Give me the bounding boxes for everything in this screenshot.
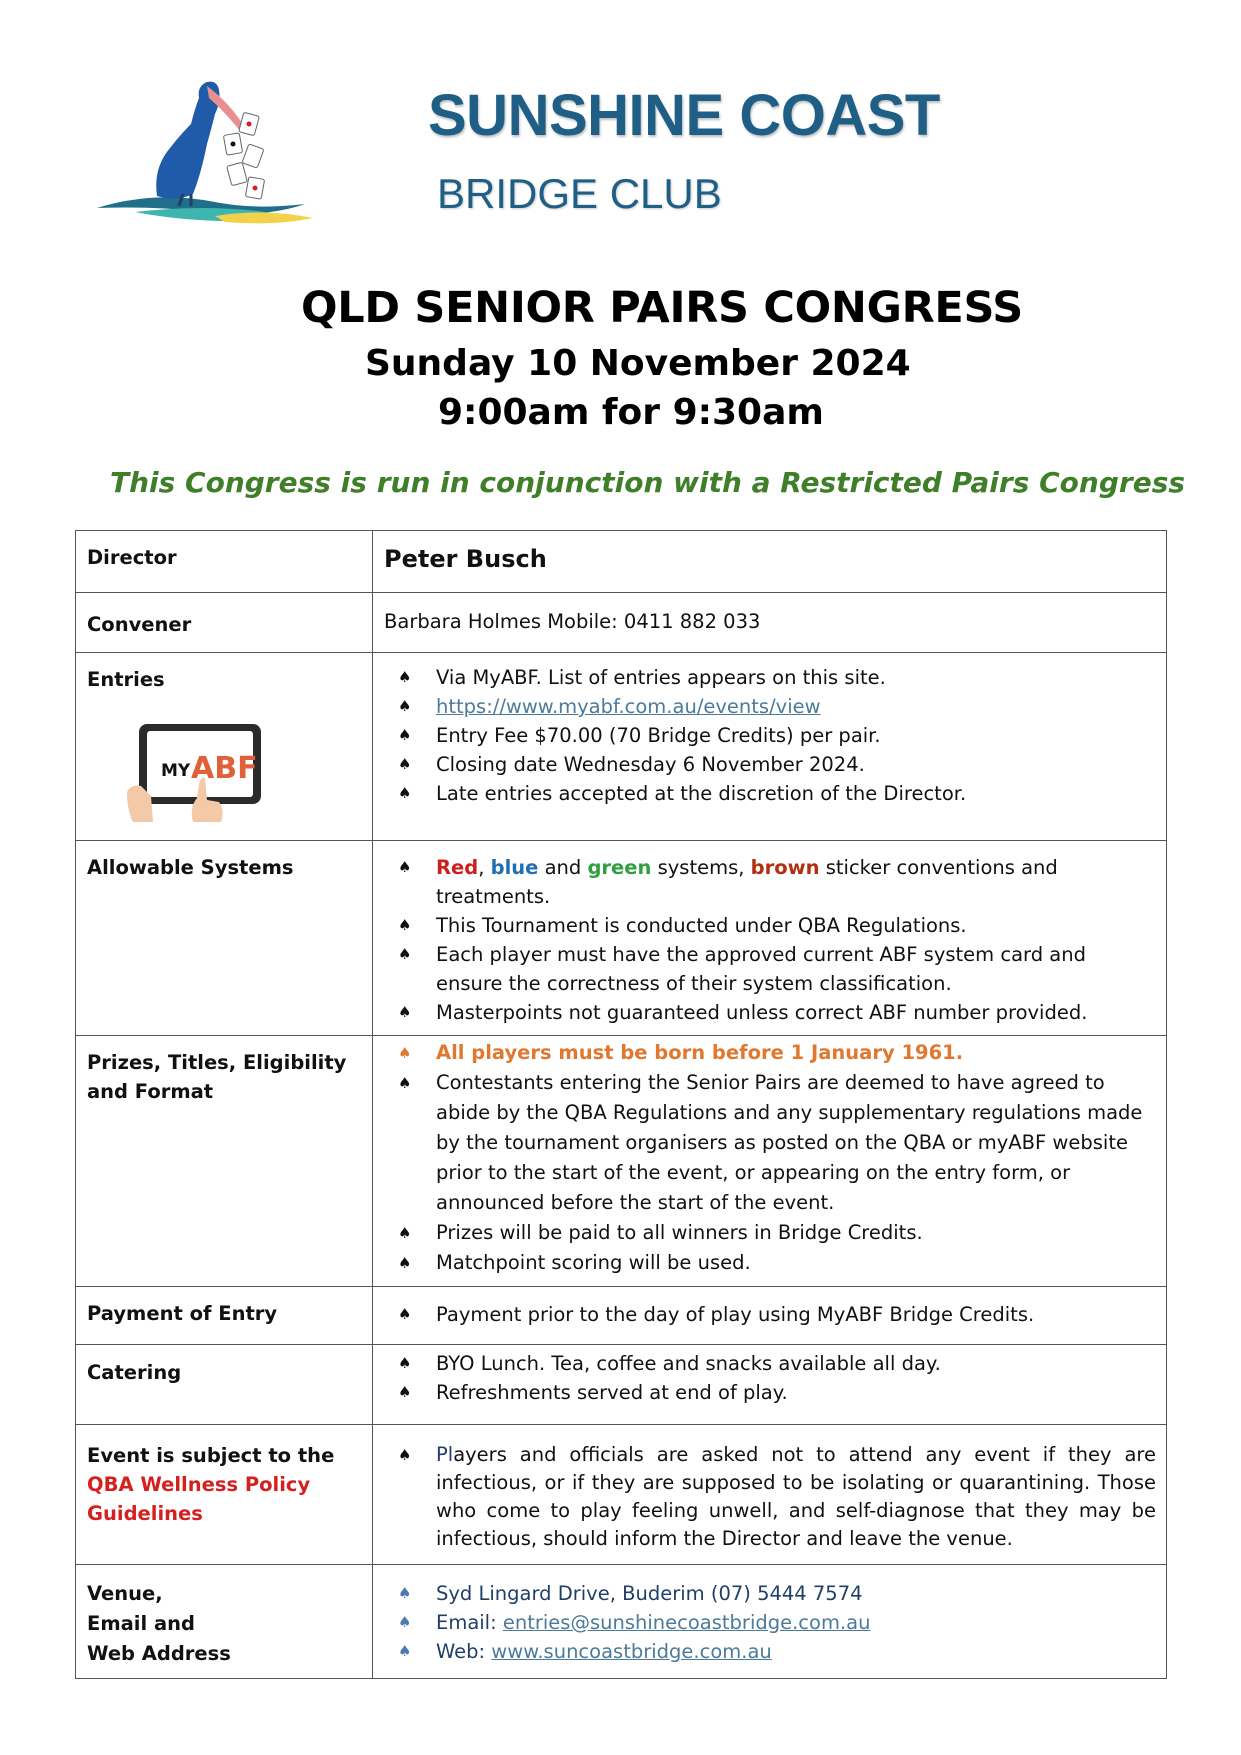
table-row <box>76 531 1167 593</box>
spade-icon: ♠ <box>398 726 412 744</box>
myabf-logo-my: MY <box>161 761 191 781</box>
table-row <box>76 1036 1167 1287</box>
list-item: ♠ Email: entries@sunshinecoastbridge.com.au <box>436 1608 1156 1637</box>
list-item: ♠ Red, blue and green systems, brown sticker conventions and treatments. <box>436 853 1156 911</box>
list-item: ♠ Each player must have the approved current ABF system card and ensure the correctness of their system classification. <box>436 940 1156 998</box>
event-details-table <box>75 530 1167 1679</box>
entries-list <box>384 663 1156 808</box>
table-row <box>76 593 1167 653</box>
payment-list <box>384 1300 1156 1329</box>
wellness-list <box>384 1441 1156 1553</box>
list-item: ♠ Masterpoints not guaranteed unless correct ABF number provided. <box>436 998 1156 1027</box>
list-item <box>398 1579 1156 1608</box>
spade-icon: ♠ <box>398 1305 412 1323</box>
director-label: Director <box>76 531 373 593</box>
list-item: ♠ Late entries accepted at the discretion of the Director. <box>436 779 1156 808</box>
event-date: Sunday 10 November 2024 <box>365 343 911 384</box>
spade-icon: ♠ <box>398 1074 412 1092</box>
spade-icon: ♠ <box>398 1642 412 1660</box>
list-item: ♠ Payment prior to the day of play using MyABF Bridge Credits. <box>436 1300 1156 1329</box>
eligibility-warning: All players must be born before 1 January 1961. <box>436 1041 964 1064</box>
club-name: SUNSHINE COAST <box>428 83 940 148</box>
list-item: ♠ Via MyABF. List of entries appears on this site. <box>436 663 1156 692</box>
table-row <box>76 653 1167 841</box>
table-row <box>76 1287 1167 1345</box>
spade-icon: ♠ <box>398 1584 412 1602</box>
prizes-label: Prizes, Titles, Eligibility and Format <box>76 1036 373 1287</box>
systems-list <box>384 853 1156 1027</box>
list-item: ♠ BYO Lunch. Tea, coffee and snacks available all day. <box>436 1349 1156 1378</box>
table-row <box>76 1565 1167 1679</box>
list-item: ♠ Contestants entering the Senior Pairs are deemed to have agreed to abide by the QBA Regulations and any supplementary regulations made by the tournament organisers as posted on the QBA or myABF website prior to the start of the event, or appearing on the entry form, or announced before the start of the event. <box>436 1068 1156 1218</box>
spade-icon: ♠ <box>398 1613 412 1631</box>
table-row <box>76 1425 1167 1565</box>
list-item: ♠ Closing date Wednesday 6 November 2024. <box>436 750 1156 779</box>
spade-icon: ♠ <box>398 1003 412 1021</box>
spade-icon: ♠ <box>398 916 412 934</box>
list-item: ♠ Web: www.suncoastbridge.com.au <box>436 1637 1156 1666</box>
wellness-label: Event is subject to the <box>87 1444 335 1467</box>
venue-list <box>384 1579 1156 1666</box>
event-time: 9:00am for 9:30am <box>438 392 824 433</box>
catering-list <box>384 1349 1156 1407</box>
web-label: Web Address <box>87 1642 231 1665</box>
entries-label: Entries <box>87 668 165 691</box>
director-value: Peter Busch <box>373 531 1167 593</box>
spade-icon: ♠ <box>398 945 412 963</box>
spade-icon: ♠ <box>398 1354 412 1372</box>
spade-icon: ♠ <box>398 1383 412 1401</box>
myabf-tablet-icon <box>127 718 267 828</box>
table-row <box>76 1345 1167 1425</box>
list-item: ♠ Entry Fee $70.00 (70 Bridge Credits) per pair. <box>436 721 1156 750</box>
spade-icon: ♠ <box>398 1254 412 1272</box>
email-link[interactable]: entries@sunshinecoastbridge.com.au <box>502 1611 871 1634</box>
spade-icon: ♠ <box>398 1224 412 1242</box>
spade-icon: ♠ <box>398 668 412 686</box>
myabf-events-link[interactable]: https://www.myabf.com.au/events/view <box>436 695 821 718</box>
systems-label: Allowable Systems <box>76 841 373 1036</box>
list-item: ♠ Prizes will be paid to all winners in Bridge Credits. <box>436 1218 1156 1248</box>
list-item: ♠ Players and officials are asked not to attend any event if they are infectious, or if they are supposed to be isolating or quarantining. Those who come to play feeling unwell, and self-diagnose that they may be infectious, should inform the Director and leave the venue. <box>398 1443 1156 1550</box>
myabf-logo-abf: ABF <box>191 751 258 786</box>
pelican-logo <box>95 78 313 228</box>
spade-icon: ♠ <box>398 784 412 802</box>
wellness-policy-label: QBA Wellness Policy Guidelines <box>87 1473 311 1525</box>
list-item: ♠ Refreshments served at end of play. <box>436 1378 1156 1407</box>
venue-address: Syd Lingard Drive, Buderim (07) 5444 7574 <box>436 1582 863 1605</box>
table-row <box>76 841 1167 1036</box>
website-link[interactable]: www.suncoastbridge.com.au <box>491 1640 772 1663</box>
list-item: ♠ This Tournament is conducted under QBA Regulations. <box>436 911 1156 940</box>
club-subtitle: BRIDGE CLUB <box>437 170 722 217</box>
email-label: Email and <box>87 1612 195 1635</box>
spade-icon: ♠ <box>398 1044 412 1062</box>
payment-label: Payment of Entry <box>76 1287 373 1345</box>
catering-label: Catering <box>76 1345 373 1425</box>
spade-icon: ♠ <box>398 755 412 773</box>
spade-icon: ♠ <box>398 858 412 876</box>
convener-value: Barbara Holmes Mobile: 0411 882 033 <box>373 593 1167 653</box>
prizes-list <box>384 1038 1156 1278</box>
list-item: ♠ Matchpoint scoring will be used. <box>436 1248 1156 1278</box>
event-tagline: This Congress is run in conjunction with a Restricted Pairs Congress <box>110 466 1186 499</box>
convener-label: Convener <box>76 593 373 653</box>
list-item <box>398 692 1156 721</box>
event-title: QLD SENIOR PAIRS CONGRESS <box>301 283 1023 333</box>
spade-icon: ♠ <box>398 697 412 715</box>
venue-label: Venue, <box>87 1582 163 1605</box>
spade-icon: ♠ <box>398 1446 412 1464</box>
list-item <box>398 1038 1156 1068</box>
